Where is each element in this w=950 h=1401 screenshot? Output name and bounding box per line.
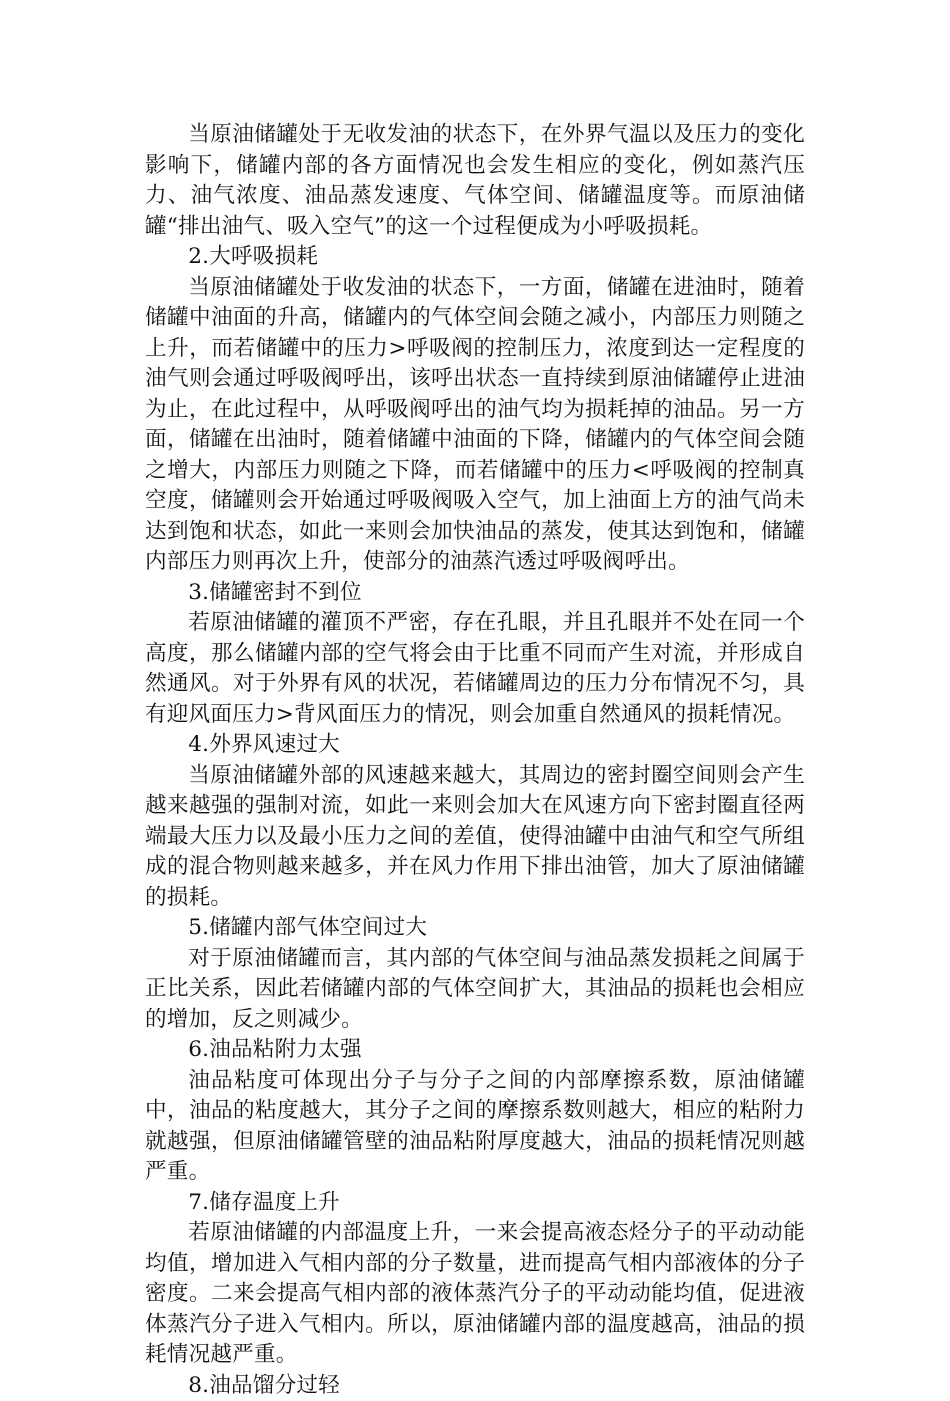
paragraph-adhesion: 油品粘度可体现出分子与分子之间的内部摩擦系数，原油储罐中，油品的粘度越大，其分子之间的摩擦系数则越大，相应的粘附力就越强，但原油储罐管壁的油品粘附厚度越大，油品的损耗情况则越严重。	[145, 1066, 805, 1188]
heading-light-fraction: 8.油品馏分过轻	[145, 1371, 805, 1401]
paragraph-poor-seal: 若原油储罐的灌顶不严密，存在孔眼，并且孔眼并不处在同一个高度，那么储罐内部的空气将会由于比重不同而产生对流，并形成自然通风。对于外界有风的状况，若储罐周边的压力分布情况不匀，具有迎风面压力>背风面压力的情况，则会加重自然通风的损耗情况。	[145, 608, 805, 730]
document-page	[145, 120, 805, 1401]
paragraph-wind-speed: 当原油储罐外部的风速越来越大，其周边的密封圈空间则会产生越来越强的强制对流，如此一来则会加大在风速方向下密封圈直径两端最大压力以及最小压力之间的差值，使得油罐中由油气和空气所组成的混合物则越来越多，并在风力作用下排出油管，加大了原油储罐的损耗。	[145, 761, 805, 914]
paragraph-gas-space: 对于原油储罐而言，其内部的气体空间与油品蒸发损耗之间属于正比关系，因此若储罐内部的气体空间扩大，其油品的损耗也会相应的增加，反之则减少。	[145, 944, 805, 1036]
heading-poor-seal: 3.储罐密封不到位	[145, 578, 805, 609]
paragraph-temperature: 若原油储罐的内部温度上升，一来会提高液态烃分子的平动动能均值，增加进入气相内部的分子数量，进而提高气相内部液体的分子密度。二来会提高气相内部的液体蒸汽分子的平动动能均值，促进液体蒸汽分子进入气相内。所以，原油储罐内部的温度越高，油品的损耗情况越严重。	[145, 1218, 805, 1371]
paragraph-large-breathing-loss: 当原油储罐处于收发油的状态下，一方面，储罐在进油时，随着储罐中油面的升高，储罐内的气体空间会随之减小，内部压力则随之上升，而若储罐中的压力>呼吸阀的控制压力，浓度到达一定程度的油气则会通过呼吸阀呼出，该呼出状态一直持续到原油储罐停止进油为止，在此过程中，从呼吸阀呼出的油气均为损耗掉的油品。另一方面，储罐在出油时，随着储罐中油面的下降，储罐内的气体空间会随之增大，内部压力则随之下降，而若储罐中的压力<呼吸阀的控制真空度，储罐则会开始通过呼吸阀吸入空气，加上油面上方的油气尚未达到饱和状态，如此一来则会加快油品的蒸发，使其达到饱和，储罐内部压力则再次上升，使部分的油蒸汽透过呼吸阀呼出。	[145, 273, 805, 578]
heading-large-breathing-loss: 2.大呼吸损耗	[145, 242, 805, 273]
paragraph-small-breathing-loss: 当原油储罐处于无收发油的状态下，在外界气温以及压力的变化影响下，储罐内部的各方面情况也会发生相应的变化，例如蒸汽压力、油气浓度、油品蒸发速度、气体空间、储罐温度等。而原油储罐“排出油气、吸入空气”的这一个过程便成为小呼吸损耗。	[145, 120, 805, 242]
heading-temperature: 7.储存温度上升	[145, 1188, 805, 1219]
heading-wind-speed: 4.外界风速过大	[145, 730, 805, 761]
heading-adhesion: 6.油品粘附力太强	[145, 1035, 805, 1066]
heading-gas-space: 5.储罐内部气体空间过大	[145, 913, 805, 944]
